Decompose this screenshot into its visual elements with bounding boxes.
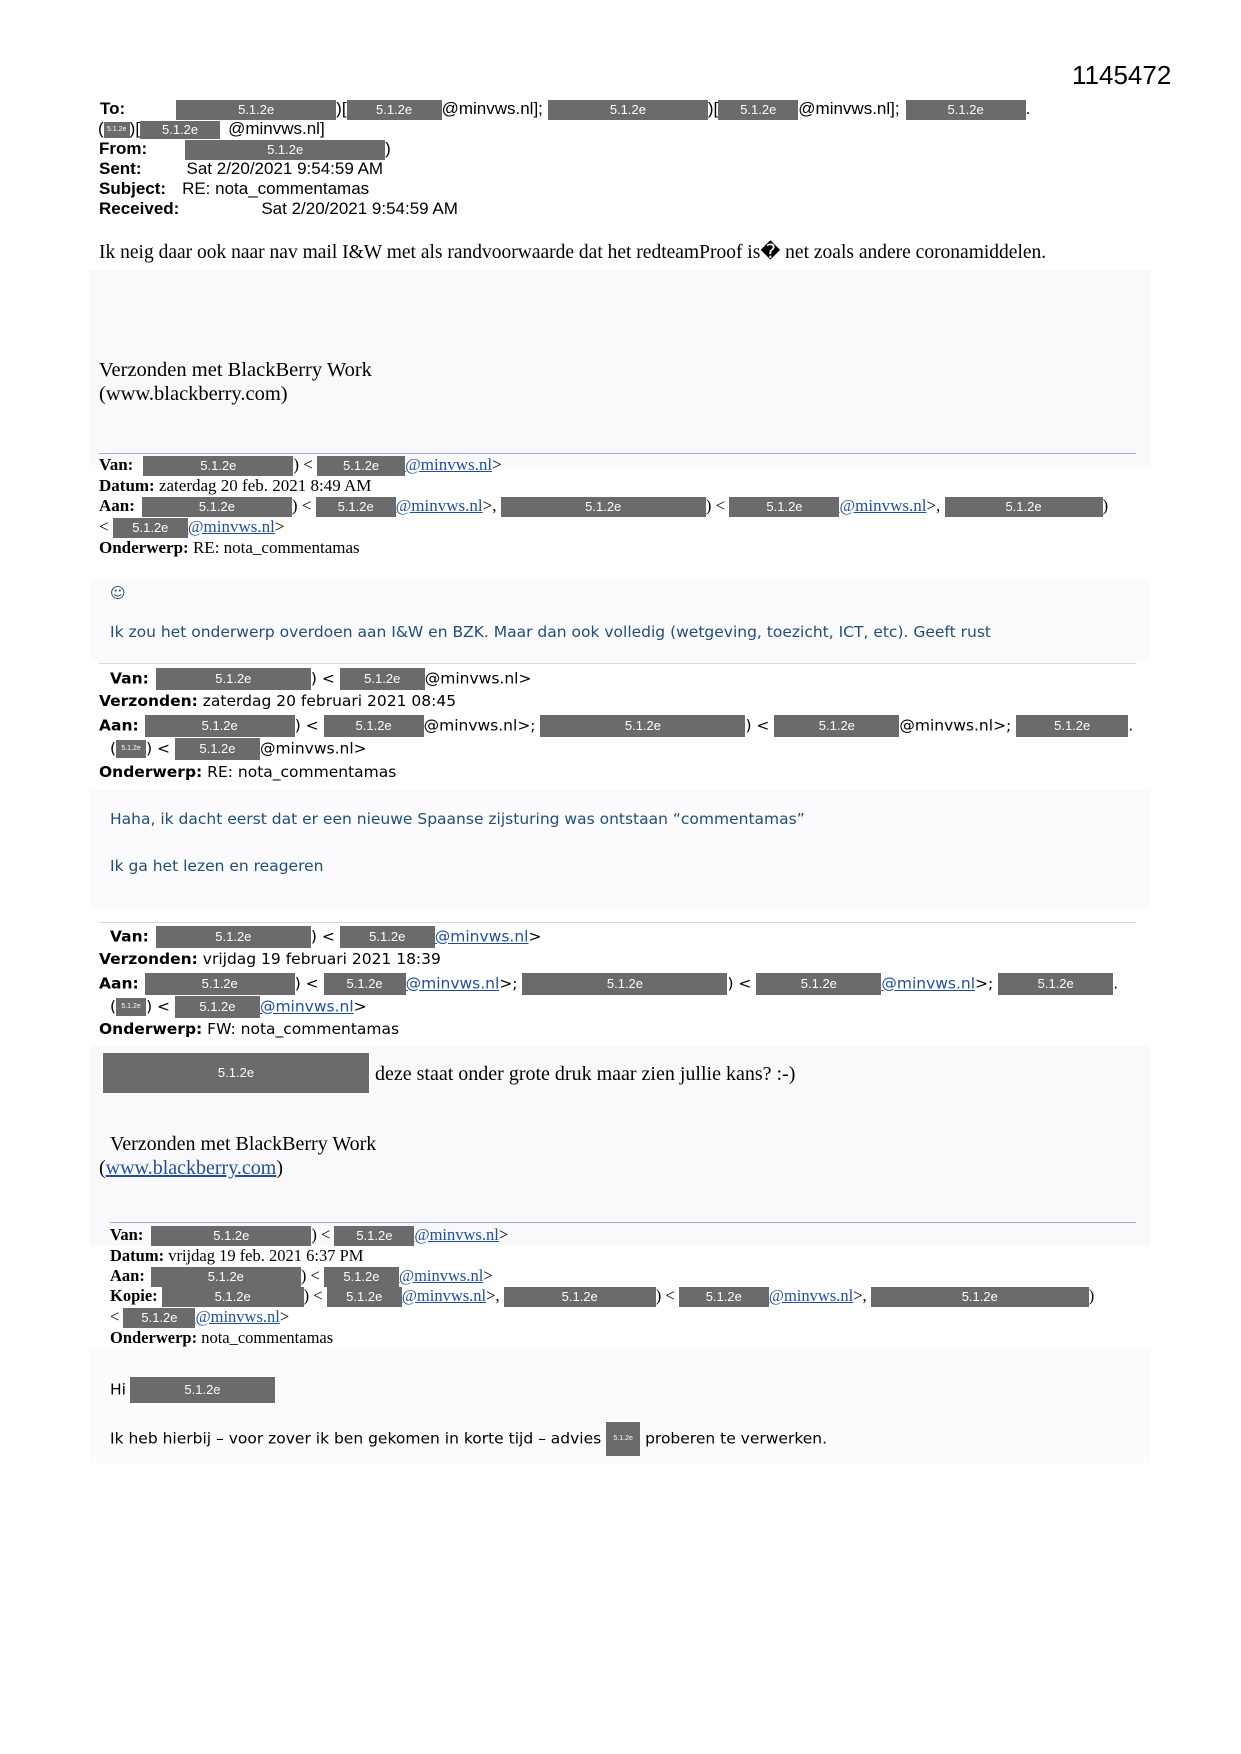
verzonden-label: Verzonden: <box>99 950 198 968</box>
received-line <box>99 199 458 219</box>
email-link[interactable]: @minvws.nl <box>405 455 493 474</box>
email-link[interactable]: @minvws.nl <box>187 517 275 536</box>
received-value: Sat 2/20/2021 9:54:59 AM <box>261 199 458 218</box>
email-link[interactable]: @minvws.nl <box>414 1225 499 1244</box>
onderwerp-value: RE: nota_commentamas <box>192 538 360 557</box>
from-line: From: 5.1.2e ) <box>99 139 391 158</box>
verzonden-line <box>99 950 441 968</box>
redaction-box: 5.1.2e <box>185 140 385 160</box>
sent-line <box>99 159 383 179</box>
message-band <box>90 790 1150 910</box>
onderwerp-line <box>110 1328 333 1348</box>
kopie-line: Kopie: 5.1.2e ) < 5.1.2e @minvws.nl>, 5.1.2e ) < 5.1.2e @minvws.nl>, 5.1.2e ) <box>110 1286 1094 1307</box>
onderwerp-line <box>99 1020 399 1038</box>
redaction-box: 5.1.2e <box>501 497 706 517</box>
aan-line: Aan: 5.1.2e ) < 5.1.2e @minvws.nl> <box>110 1266 493 1287</box>
sent-value: Sat 2/20/2021 9:54:59 AM <box>186 159 384 178</box>
email-link[interactable]: @minvws.nl <box>195 1307 280 1326</box>
email-link[interactable]: @minvws.nl <box>434 927 529 946</box>
subject-line <box>99 179 369 199</box>
to-line: To: 5.1.2e )[ 5.1.2e @minvws.nl]; 5.1.2e )[ 5.1.2e @minvws.nl]; 5.1.2e . <box>100 99 1031 118</box>
redaction-box: 5.1.2e <box>606 1422 640 1456</box>
message-body: Ik zou het onderwerp overdoen aan I&W en BZK. Maar dan ook volledig (wetgeving, toezicht, ICT, etc). Geeft rust <box>110 623 991 641</box>
van-line: Van: 5.1.2e ) < 5.1.2e @minvws.nl> <box>110 668 531 690</box>
verzonden-value: zaterdag 20 februari 2021 08:45 <box>202 692 457 710</box>
van-label: Van: <box>99 455 134 474</box>
datum-line <box>99 476 371 496</box>
redaction-box: 5.1.2e <box>756 973 881 995</box>
datum-value: zaterdag 20 feb. 2021 8:49 AM <box>158 476 372 495</box>
redaction-box: 5.1.2e <box>522 973 727 995</box>
onderwerp-line <box>99 763 396 781</box>
sent-label: Sent: <box>99 159 142 178</box>
email-text: @minvws.nl <box>424 669 519 688</box>
email-text: @minvws.nl <box>259 739 354 758</box>
to-email: @minvws.nl] <box>228 119 325 138</box>
redaction-box: 5.1.2e <box>176 100 336 120</box>
redaction-box: 5.1.2e <box>718 100 798 120</box>
van-label: Van: <box>110 1225 144 1244</box>
aan-line: Aan: 5.1.2e ) < 5.1.2e @minvws.nl>; 5.1.2e ) < 5.1.2e @minvws.nl>; 5.1.2e . <box>99 973 1118 995</box>
email-link[interactable]: @minvws.nl <box>401 1286 487 1305</box>
onderwerp-label: Onderwerp: <box>99 1020 203 1038</box>
redaction-box: 5.1.2e <box>340 668 425 690</box>
separator-line <box>99 663 1136 664</box>
datum-line <box>110 1246 363 1266</box>
redaction-box: 5.1.2e <box>156 926 311 948</box>
van-line: Van: 5.1.2e ) < 5.1.2e @minvws.nl> <box>110 1225 508 1246</box>
redaction-box: 5.1.2e <box>151 1226 311 1246</box>
redaction-box: 5.1.2e <box>145 715 295 737</box>
redaction-box: 5.1.2e <box>327 1287 402 1307</box>
onderwerp-label: Onderwerp: <box>99 763 203 781</box>
subject-value: RE: nota_commentamas <box>182 179 370 198</box>
separator-line <box>99 922 1136 923</box>
redaction-box: 5.1.2e <box>113 518 188 538</box>
redaction-box: 5.1.2e <box>334 1226 414 1246</box>
body-text: proberen te verwerken. <box>645 1429 828 1448</box>
redaction-box: 5.1.2e <box>679 1287 769 1307</box>
aan-line-2: ( 5.1.2e ) < 5.1.2e @minvws.nl> <box>110 996 367 1018</box>
redaction-box: 5.1.2e <box>998 973 1113 995</box>
message-body <box>110 1422 827 1456</box>
verzonden-value: vrijdag 19 februari 2021 18:39 <box>202 950 441 968</box>
aan-line-2: ( 5.1.2e ) < 5.1.2e @minvws.nl> <box>110 738 367 760</box>
onderwerp-label: Onderwerp: <box>110 1328 198 1347</box>
van-line: Van: 5.1.2e ) < 5.1.2e @minvws.nl> <box>110 926 541 948</box>
redaction-box: 5.1.2e <box>103 1053 369 1093</box>
email-link[interactable]: @minvws.nl <box>395 496 483 515</box>
datum-value: vrijdag 19 feb. 2021 6:37 PM <box>168 1246 364 1265</box>
van-label: Van: <box>110 669 149 688</box>
redaction-box: 5.1.2e <box>116 998 146 1016</box>
redaction-box: 5.1.2e <box>504 1287 656 1307</box>
redaction-box: 5.1.2e <box>729 497 839 517</box>
redaction-box: 5.1.2e <box>347 100 442 120</box>
redaction-box: 5.1.2e <box>324 1267 399 1287</box>
smiley-icon: ☺ <box>110 584 126 602</box>
onderwerp-label: Onderwerp: <box>99 538 189 557</box>
onderwerp-value: RE: nota_commentamas <box>207 763 397 781</box>
redaction-box: 5.1.2e <box>945 497 1103 517</box>
aan-line: Aan: 5.1.2e ) < 5.1.2e @minvws.nl>; 5.1.2e ) < 5.1.2e @minvws.nl>; 5.1.2e . <box>99 715 1133 737</box>
email-text: @minvws.nl <box>423 716 518 735</box>
email-link[interactable]: @minvws.nl <box>398 1266 484 1285</box>
greeting: Hi <box>110 1380 126 1399</box>
received-label: Received: <box>99 199 180 218</box>
email-link[interactable]: @minvws.nl <box>259 997 354 1016</box>
redaction-box: 5.1.2e <box>104 122 130 138</box>
redaction-box: 5.1.2e <box>130 1377 275 1403</box>
to-line-2: ( 5.1.2e )[ 5.1.2e @minvws.nl] <box>98 119 325 138</box>
aan-line-2: < 5.1.2e @minvws.nl> <box>99 517 284 538</box>
kopie-label: Kopie: <box>110 1286 158 1305</box>
signature-line: Verzonden met BlackBerry Work <box>110 1133 377 1155</box>
redaction-box: 5.1.2e <box>906 100 1026 120</box>
email-link[interactable]: @minvws.nl <box>405 974 500 993</box>
greeting-line <box>110 1377 275 1403</box>
message-band <box>90 578 1150 662</box>
redaction-box: 5.1.2e <box>324 715 424 737</box>
message-body: Ik ga het lezen en reageren <box>110 857 324 875</box>
onderwerp-line <box>99 538 360 558</box>
redaction-box: 5.1.2e <box>116 740 146 758</box>
van-label: Van: <box>110 927 149 946</box>
onderwerp-value: FW: nota_commentamas <box>207 1020 400 1038</box>
redaction-box: 5.1.2e <box>540 715 745 737</box>
aan-label: Aan: <box>99 496 135 515</box>
redaction-box: 5.1.2e <box>317 456 405 476</box>
to-email: @minvws.nl]; <box>441 99 543 118</box>
aan-label: Aan: <box>99 716 139 735</box>
redaction-box: 5.1.2e <box>123 1308 195 1328</box>
signature-link-line: (www.blackberry.com) <box>99 1157 284 1179</box>
redaction-box: 5.1.2e <box>151 1267 301 1287</box>
email-link[interactable]: @minvws.nl <box>839 496 927 515</box>
redaction-box: 5.1.2e <box>774 715 899 737</box>
subject-label: Subject: <box>99 179 167 198</box>
redaction-box: 5.1.2e <box>162 1287 304 1307</box>
blackberry-link[interactable]: www.blackberry.com <box>105 1157 277 1179</box>
verzonden-line <box>99 692 456 710</box>
redaction-box: 5.1.2e <box>142 497 292 517</box>
separator-line <box>110 1222 1136 1223</box>
document-number: 1145472 <box>1072 60 1172 90</box>
message-body: deze staat onder grote druk maar zien jullie kans? :-) <box>375 1063 796 1085</box>
verzonden-label: Verzonden: <box>99 692 198 710</box>
separator-line <box>99 453 1136 454</box>
onderwerp-value: nota_commentamas <box>201 1328 334 1347</box>
redaction-box: 5.1.2e <box>1016 715 1128 737</box>
redaction-box: 5.1.2e <box>175 738 260 760</box>
datum-label: Datum: <box>110 1246 165 1265</box>
redaction-box: 5.1.2e <box>324 973 406 995</box>
body-text: Ik heb hierbij – voor zover ik ben gekomen in korte tijd – advies <box>110 1429 602 1448</box>
van-line: Van: 5.1.2e ) < 5.1.2e @minvws.nl> <box>99 455 502 476</box>
aan-label: Aan: <box>99 974 139 993</box>
signature-link: (www.blackberry.com) <box>99 383 288 405</box>
to-label: To: <box>100 99 126 118</box>
redaction-box: 5.1.2e <box>871 1287 1089 1307</box>
redaction-box: 5.1.2e <box>316 497 396 517</box>
datum-label: Datum: <box>99 476 155 495</box>
message-body: Haha, ik dacht eerst dat er een nieuwe Spaanse zijsturing was ontstaan “commentamas” <box>110 810 805 828</box>
redaction-box: 5.1.2e <box>145 973 295 995</box>
signature-line: Verzonden met BlackBerry Work <box>99 359 372 381</box>
kopie-line-2: < 5.1.2e @minvws.nl> <box>110 1307 289 1328</box>
redaction-box: 5.1.2e <box>340 926 435 948</box>
aan-label: Aan: <box>110 1266 145 1285</box>
redaction-box: 5.1.2e <box>156 668 311 690</box>
from-label: From: <box>99 139 148 158</box>
email-link[interactable]: @minvws.nl <box>881 974 976 993</box>
message-body: Ik neig daar ook naar nav mail I&W met als randvoorwaarde dat het redteamProof is� net zoals andere coronamiddelen. <box>99 242 1047 263</box>
to-email: @minvws.nl]; <box>798 99 900 118</box>
aan-line: Aan: 5.1.2e ) < 5.1.2e @minvws.nl>, 5.1.2e ) < 5.1.2e @minvws.nl>, 5.1.2e ) <box>99 496 1108 517</box>
email-link[interactable]: @minvws.nl <box>768 1286 854 1305</box>
email-text: @minvws.nl <box>899 716 994 735</box>
redaction-box: 5.1.2e <box>143 456 293 476</box>
redaction-box: 5.1.2e <box>548 100 708 120</box>
redaction-box: 5.1.2e <box>140 121 220 139</box>
redaction-box: 5.1.2e <box>175 996 260 1018</box>
